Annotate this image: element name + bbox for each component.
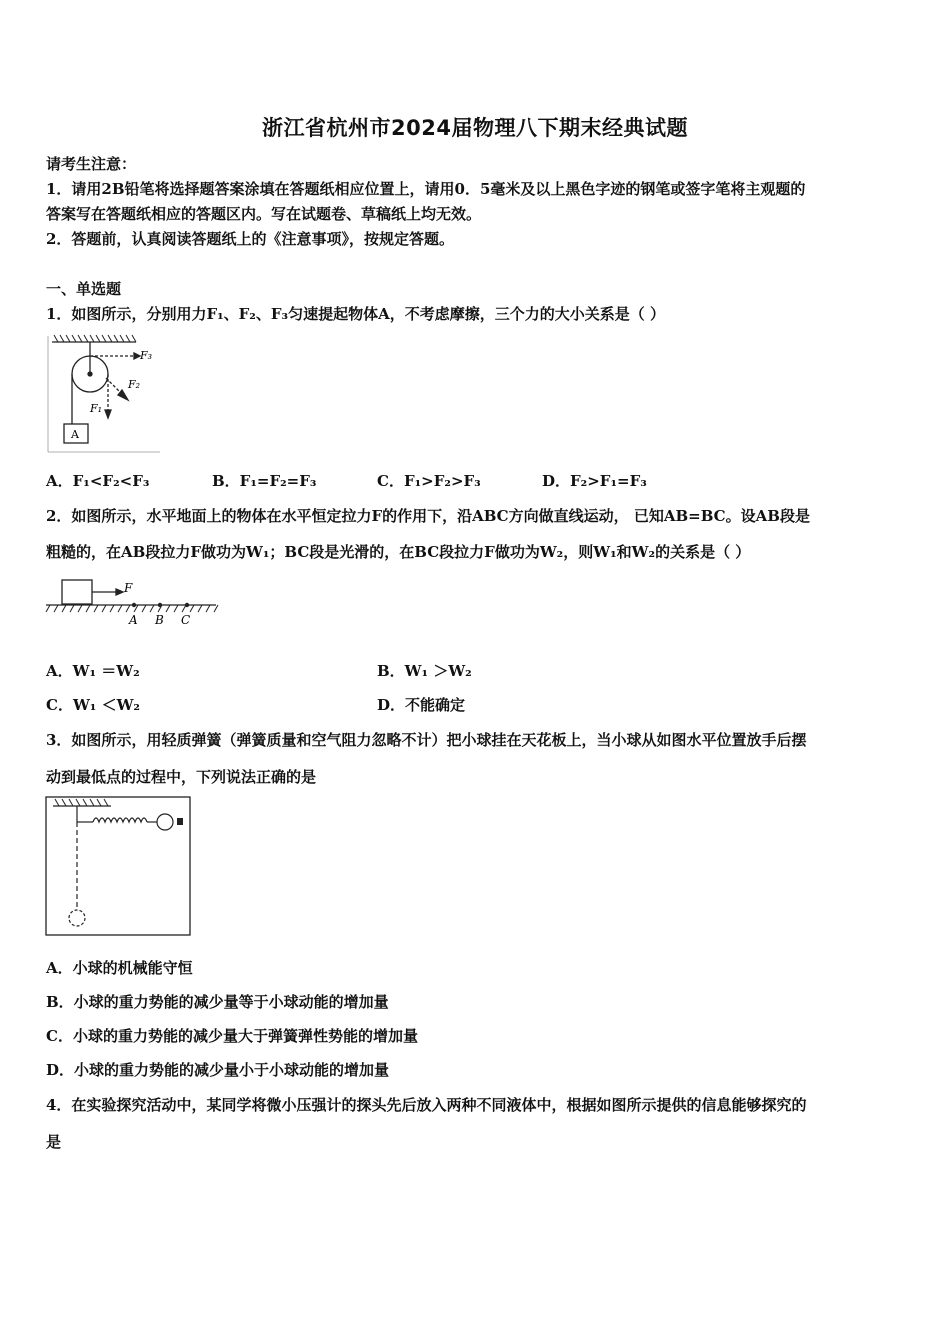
q1-fig-a: A — [71, 428, 79, 441]
q3-option-a: A．小球的机械能守恒 — [46, 959, 193, 977]
q1-pulley-figure — [44, 332, 164, 454]
q1-option-d: D．F₂>F₁=F₃ — [542, 472, 647, 490]
q1-fig-f2: F₂ — [128, 378, 141, 391]
q2-fig-c: C — [181, 613, 191, 627]
q4-line-2: 是 — [46, 1133, 62, 1151]
q1-fig-f1: F₁ — [90, 402, 103, 415]
q2-option-a: A．W₁ ＝W₂ — [46, 662, 140, 680]
q2-block-figure — [44, 576, 224, 628]
q3-line-2: 动到最低点的过程中，下列说法正确的是 — [46, 768, 317, 786]
q1-option-c: C．F₁>F₂>F₃ — [377, 472, 481, 490]
q4-line-1: 4．在实验探究活动中，某同学将微小压强计的探头先后放入两种不同液体中，根据如图所示提供的信息能够探究的 — [46, 1096, 807, 1114]
notice-heading: 请考生注意： — [46, 155, 137, 173]
q2-line-1: 2．如图所示，水平地面上的物体在水平恒定拉力F的作用下，沿ABC方向做直线运动， 已知AB=BC。设AB段是 — [46, 507, 810, 525]
q2-fig-a: A — [129, 613, 138, 627]
q3-option-c: C．小球的重力势能的减少量大于弹簧弹性势能的增加量 — [46, 1027, 418, 1045]
q3-line-1: 3．如图所示，用轻质弹簧（弹簧质量和空气阻力忽略不计）把小球挂在天花板上，当小球从如图水平位置放手后摆 — [46, 731, 807, 749]
q3-option-d: D．小球的重力势能的减少量小于小球动能的增加量 — [46, 1061, 390, 1079]
notice-line-2: 2．答题前，认真阅读答题纸上的《注意事项》，按规定答题。 — [46, 230, 454, 248]
q2-line-2: 粗糙的，在AB段拉力F做功为W₁；BC段是光滑的，在BC段拉力F做功为W₂，则W₁和W₂的关系是（ ） — [46, 543, 751, 561]
section-heading: 一、单选题 — [46, 280, 122, 298]
q1-stem: 1．如图所示，分别用力F₁、F₂、F₃匀速提起物体A，不考虑摩擦，三个力的大小关系是（ ） — [46, 305, 665, 323]
notice-line-1a: 1．请用2B铅笔将选择题答案涂填在答题纸相应位置上，请用0．5毫米及以上黑色字迹的钢笔或签字笔将主观题的 — [46, 180, 806, 198]
q2-option-c: C．W₁ ＜W₂ — [46, 696, 140, 714]
q2-fig-b: B — [155, 613, 164, 627]
notice-line-1b: 答案写在答题纸相应的答题区内。写在试题卷、草稿纸上均无效。 — [46, 205, 482, 223]
q1-option-a: A．F₁<F₂<F₃ — [46, 472, 150, 490]
q1-fig-f3: F₃ — [140, 349, 153, 362]
q2-option-b: B．W₁ ＞W₂ — [377, 662, 472, 680]
q2-fig-f: F — [124, 581, 133, 595]
q1-option-b: B．F₁=F₂=F₃ — [212, 472, 317, 490]
page-title: 浙江省杭州市2024届物理八下期末经典试题 — [262, 116, 688, 140]
q3-spring-figure — [45, 796, 191, 936]
q2-option-d: D．不能确定 — [377, 696, 466, 714]
q3-option-b: B．小球的重力势能的减少量等于小球动能的增加量 — [46, 993, 389, 1011]
